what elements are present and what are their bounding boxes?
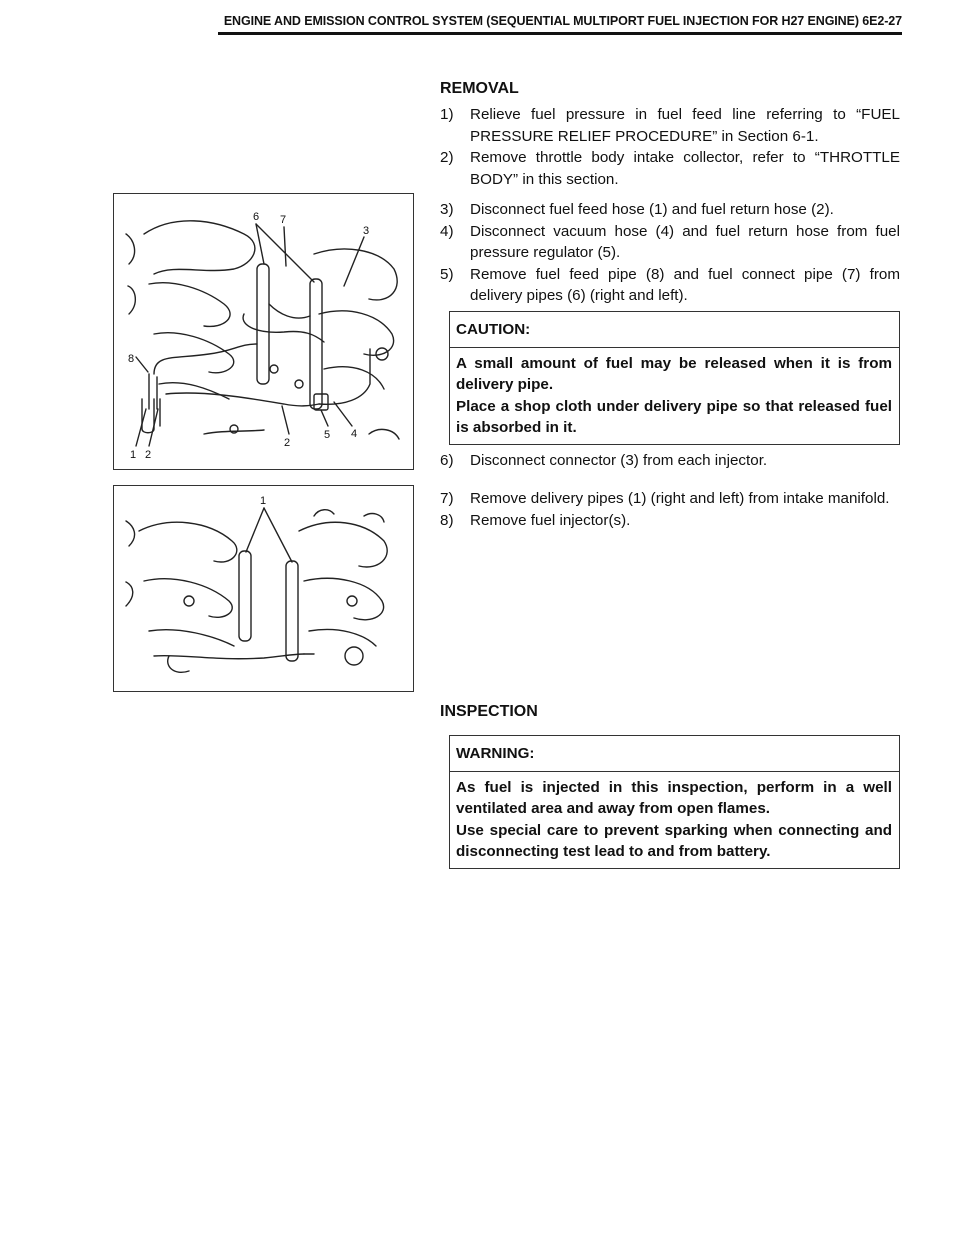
step-1 bbox=[440, 104, 900, 147]
delivery-pipe-illustration bbox=[113, 485, 414, 692]
step-5 bbox=[440, 264, 900, 307]
step-text: Remove fuel feed pipe (8) and fuel connect pipe (7) from delivery pipes (6) (right and left). bbox=[470, 265, 900, 304]
step-8 bbox=[440, 510, 900, 532]
page-header: ENGINE AND EMISSION CONTROL SYSTEM (SEQUENTIAL MULTIPORT FUEL INJECTION FOR H27 ENGINE) 6E2-27 bbox=[223, 14, 902, 28]
step-6 bbox=[440, 450, 900, 472]
callout-label: 1 bbox=[130, 449, 137, 461]
step-number: 3) bbox=[440, 201, 454, 218]
callout-label: 1 bbox=[260, 495, 267, 507]
callout-label: 8 bbox=[128, 353, 135, 365]
fuel-line-drawing bbox=[114, 194, 413, 469]
step-number: 4) bbox=[440, 222, 454, 240]
caution-heading: CAUTION: bbox=[450, 312, 899, 348]
removal-steps-b bbox=[440, 199, 900, 307]
step-text: Disconnect fuel feed hose (1) and fuel return hose (2). bbox=[470, 201, 834, 218]
step-text: Relieve fuel pressure in fuel feed line referring to “FUEL PRESSURE RELIEF PROCEDURE” in Section 6-1. bbox=[470, 106, 900, 145]
callout-label: 6 bbox=[253, 211, 260, 223]
caution-line: Place a shop cloth under delivery pipe so that released fuel is absorbed in it. bbox=[456, 397, 892, 436]
step-number: 1) bbox=[440, 106, 454, 123]
step-text: Remove delivery pipes (1) (right and left) from intake manifold. bbox=[470, 490, 890, 507]
step-7 bbox=[440, 488, 900, 510]
callout-label: 3 bbox=[363, 225, 370, 237]
inspection-title: INSPECTION bbox=[440, 703, 538, 720]
step-number: 7) bbox=[440, 490, 454, 507]
step-text: Remove fuel injector(s). bbox=[470, 511, 631, 529]
step-text: Disconnect vacuum hose (4) and fuel return hose from fuel pressure regulator (5). bbox=[470, 222, 900, 261]
step-4 bbox=[440, 221, 900, 264]
caution-body bbox=[450, 348, 899, 444]
step-number: 6) bbox=[440, 452, 454, 469]
header-rule bbox=[218, 32, 902, 35]
warning-line: Use special care to prevent sparking when connecting and disconnecting test lead to and from battery. bbox=[456, 821, 892, 860]
fuel-line-illustration bbox=[113, 193, 414, 470]
removal-title: REMOVAL bbox=[440, 80, 519, 97]
step-2 bbox=[440, 147, 900, 190]
callout-label: 4 bbox=[351, 428, 358, 440]
delivery-pipe-drawing bbox=[114, 486, 413, 691]
callout-label: 2 bbox=[284, 437, 291, 449]
warning-heading: WARNING: bbox=[450, 736, 899, 772]
callouts bbox=[128, 211, 369, 461]
warning-box bbox=[449, 735, 900, 869]
step-3 bbox=[440, 199, 900, 221]
caution-line: A small amount of fuel may be released when it is from delivery pipe. bbox=[456, 354, 892, 393]
removal-steps-a bbox=[440, 104, 900, 190]
warning-body bbox=[450, 772, 899, 868]
step-number: 2) bbox=[440, 149, 454, 166]
step-number: 8) bbox=[440, 511, 454, 529]
step-text: Disconnect connector (3) from each injector. bbox=[470, 452, 768, 469]
step-text: Remove throttle body intake collector, refer to “THROTTLE BODY” in this section. bbox=[470, 149, 900, 188]
callout-label: 5 bbox=[324, 429, 331, 441]
removal-steps-d bbox=[440, 488, 900, 531]
caution-box bbox=[449, 311, 900, 445]
removal-steps-c bbox=[440, 450, 900, 472]
step-number: 5) bbox=[440, 265, 454, 283]
callout-label: 7 bbox=[280, 214, 287, 226]
warning-line: As fuel is injected in this inspection, perform in a well ventilated area and away from open flames. bbox=[456, 778, 892, 817]
callout-label: 2 bbox=[145, 449, 152, 461]
